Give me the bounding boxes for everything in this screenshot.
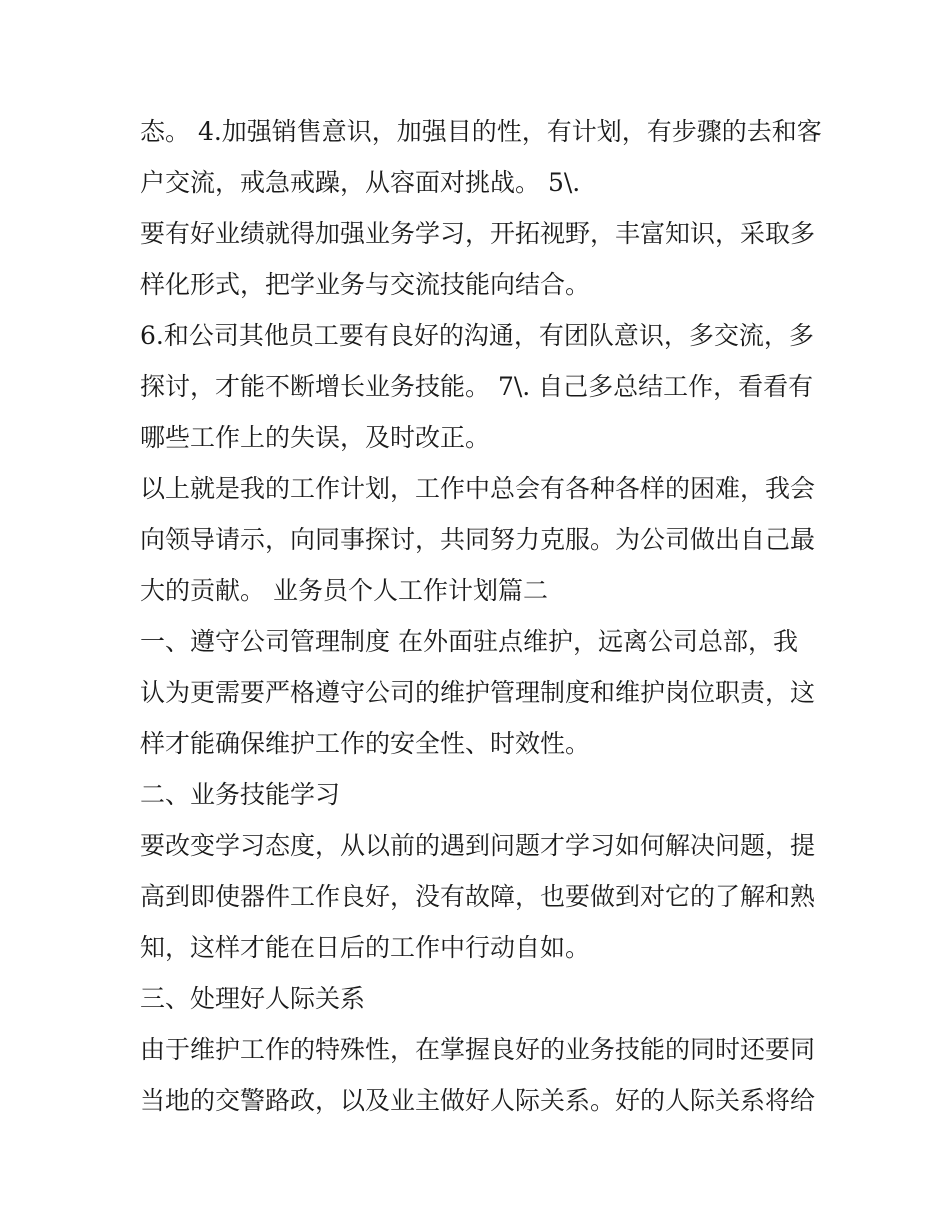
text-line-17: 知，这样才能在日后的工作中行动自如。 [140, 933, 591, 962]
section-heading-3: 三、处理好人际关系 [140, 984, 366, 1013]
text-line-1: 态。 4.加强销售意识，加强目的性，有计划，有步骤的去和客 [140, 117, 822, 146]
text-line-13: 样才能确保维护工作的安全性、时效性。 [140, 729, 591, 758]
text-line-2: 户交流，戒急戒躁，从容面对挑战。 5\. [140, 168, 581, 197]
section-heading-line-1: 一、遵守公司管理制度 在外面驻点维护，远离公司总部，我 [140, 627, 798, 656]
text-line-3: 要有好业绩就得加强业务学习，开拓视野，丰富知识，采取多 [140, 219, 816, 248]
text-line-7: 哪些工作上的失误，及时改正。 [140, 423, 491, 452]
text-line-12: 认为更需要严格遵守公司的维护管理制度和维护岗位职责，这 [140, 678, 816, 707]
text-line-4: 样化形式，把学业务与交流技能向结合。 [140, 270, 591, 299]
text-line-6: 探讨，才能不断增长业务技能。 7\. 自己多总结工作，看看有 [140, 372, 814, 401]
text-line-16: 高到即使器件工作良好，没有故障，也要做到对它的了解和熟 [140, 882, 816, 911]
document-body [140, 106, 820, 1126]
text-line-10: 大的贡献。 业务员个人工作计划篇二 [140, 576, 548, 605]
text-line-9: 向领导请示，向同事探讨，共同努力克服。为公司做出自己最 [140, 525, 816, 554]
text-line-15: 要改变学习态度，从以前的遇到问题才学习如何解决问题，提 [140, 831, 816, 860]
text-line-20: 当地的交警路政，以及业主做好人际关系。好的人际关系将给 [140, 1086, 816, 1115]
section-heading-2: 二、业务技能学习 [140, 780, 341, 809]
text-line-5: 6.和公司其他员工要有良好的沟通，有团队意识，多交流，多 [140, 321, 814, 350]
text-line-8: 以上就是我的工作计划，工作中总会有各种各样的困难，我会 [140, 474, 816, 503]
text-line-19: 由于维护工作的特殊性，在掌握良好的业务技能的同时还要同 [140, 1035, 816, 1064]
